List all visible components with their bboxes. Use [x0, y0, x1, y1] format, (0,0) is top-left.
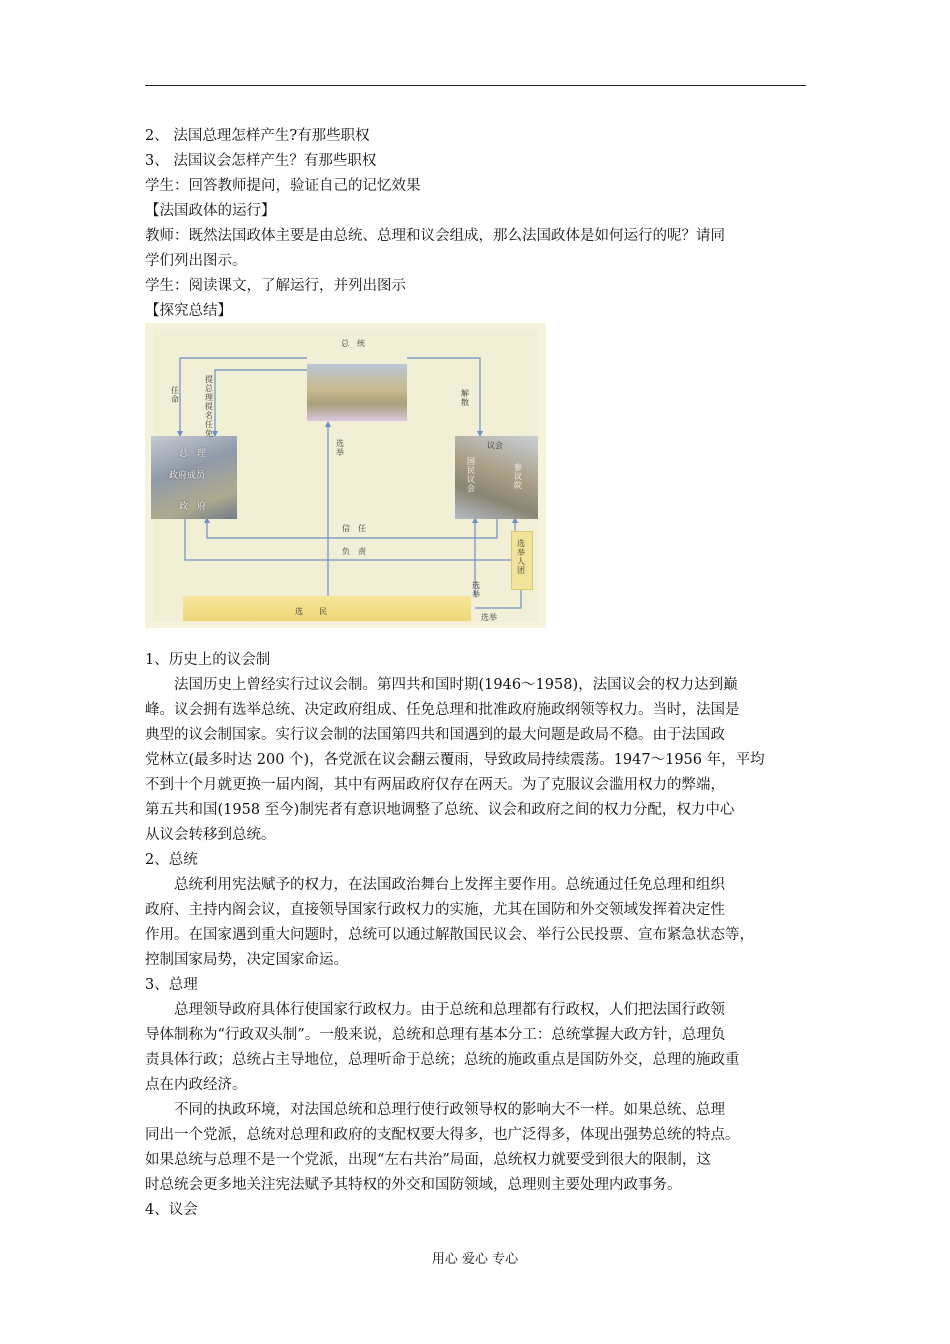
intro-block [145, 124, 817, 324]
label-senate: 参议院 [514, 463, 522, 490]
sections-block [145, 648, 817, 1223]
heading-operation: 【法国政体的运行】 [145, 203, 276, 219]
label-parliament: 议会 [487, 441, 503, 450]
teacher-line-2: 学们列出图示。 [145, 253, 247, 269]
section1-line-1: 法国历史上曾经实行过议会制。第四共和国时期(1946～1958)，法国议会的权力达到巅 [174, 677, 738, 693]
political-system-diagram [145, 323, 546, 628]
label-trust: 信 任 [342, 524, 366, 533]
label-president: 总 统 [341, 339, 365, 348]
section3-para2-line-3: 如果总统与总理不是一个党派，出现“左右共治”局面，总统权力就要受到很大的限制，这 [145, 1152, 711, 1168]
section1-line-2: 峰。议会拥有选举总统、决定政府组成、任免总理和批准政府施政纲领等权力。当时，法国是 [145, 702, 740, 718]
section2-title: 2、总统 [145, 852, 198, 868]
label-nominate: 提总理提名任免 [205, 375, 213, 438]
section1-line-4: 党林立(最多时达 200 个)，各党派在议会翻云覆雨，导致政局持续震荡。1947～1956 年，平均 [145, 752, 765, 768]
student-answer-line: 学生：回答教师提问，验证自己的记忆效果 [145, 178, 421, 194]
section3-para2-line-4: 时总统会更多地关注宪法赋予其特权的外交和国防领域，总理则主要处理内政事务。 [145, 1177, 682, 1193]
teacher-line-1: 教师：既然法国政体主要是由总统、总理和议会组成，那么法国政体是如何运行的呢？请同 [145, 228, 725, 244]
section1-line-7: 从议会转移到总统。 [145, 827, 276, 843]
section3-line-3: 责具体行政；总统占主导地位，总理听命于总统；总统的施政重点是国防外交，总理的施政重 [145, 1052, 740, 1068]
section2-line-2: 政府、主持内阁会议，直接领导国家行政权力的实施，尤其在国防和外交领域发挥着决定性 [145, 902, 725, 918]
label-responsible: 负 责 [342, 547, 366, 556]
section4-title: 4、议会 [145, 1202, 198, 1218]
label-dissolve: 解散 [461, 389, 469, 407]
label-elect-right: 选举 [472, 581, 480, 599]
question-2: 2、 法国总理怎样产生?有那些职权 [145, 128, 370, 144]
question-3: 3、 法国议会怎样产生？有那些职权 [145, 153, 377, 169]
label-voters: 选 民 [295, 607, 327, 616]
section3-para2-line-2: 同出一个党派，总统对总理和政府的支配权要大得多，也广泛得多，体现出强势总统的特点。 [145, 1127, 740, 1143]
section1-line-3: 典型的议会制国家。实行议会制的法国第四共和国遇到的最大问题是政局不稳。由于法国政 [145, 727, 725, 743]
section1-line-6: 第五共和国(1958 至今)制宪者有意识地调整了总统、议会和政府之间的权力分配，权力中心 [145, 802, 735, 818]
section3-title: 3、总理 [145, 977, 198, 993]
voters-bar [183, 596, 471, 621]
label-government: 政 府 [179, 502, 207, 512]
section1-title: 1、历史上的议会制 [145, 652, 271, 668]
section3-line-4: 点在内政经济。 [145, 1077, 247, 1093]
section2-line-4: 控制国家局势，决定国家命运。 [145, 952, 348, 968]
section3-line-2: 导体制称为“行政双头制”。一般来说，总统和总理有基本分工：总统掌握大政方针，总理负 [145, 1027, 726, 1043]
label-electoral-college: 选举人团 [517, 539, 525, 575]
label-national-assembly: 国民议会 [467, 457, 475, 493]
president-palace-image [307, 364, 407, 421]
section1-line-5: 不到十个月就更换一届内阁，其中有两届政府仅存在两天。为了克服议会滥用权力的弊端， [145, 777, 725, 793]
arrow-college [475, 588, 521, 608]
student-read-line: 学生：阅读课文，了解运行，并列出图示 [145, 278, 406, 294]
section2-line-1: 总统利用宪法赋予的权力，在法国政治舞台上发挥主要作用。总统通过任免总理和组织 [174, 877, 725, 893]
label-premier: 总 理 [179, 449, 207, 459]
section2-line-3: 作用。在国家遇到重大问题时，总统可以通过解散国民议会、举行公民投票、宣布紧急状态等， [145, 927, 754, 943]
header-rule [145, 85, 806, 86]
page-footer: 用心 爱心 专心 [431, 1252, 519, 1267]
section3-para2-line-1: 不同的执政环境，对法国总统和总理行使行政领导权的影响大不一样。如果总统、总理 [174, 1102, 725, 1118]
label-elect-bottom: 选举 [481, 613, 497, 622]
heading-summary: 【探究总结】 [145, 303, 232, 319]
section3-line-1: 总理领导政府具体行使国家行政权力。由于总统和总理都有行政权，人们把法国行政领 [174, 1002, 725, 1018]
label-appoint: 任命 [171, 386, 179, 404]
arrow-nominate [215, 370, 320, 436]
label-cabinet: 政府成员 [169, 471, 206, 481]
label-elect-mid: 选举 [336, 439, 344, 457]
